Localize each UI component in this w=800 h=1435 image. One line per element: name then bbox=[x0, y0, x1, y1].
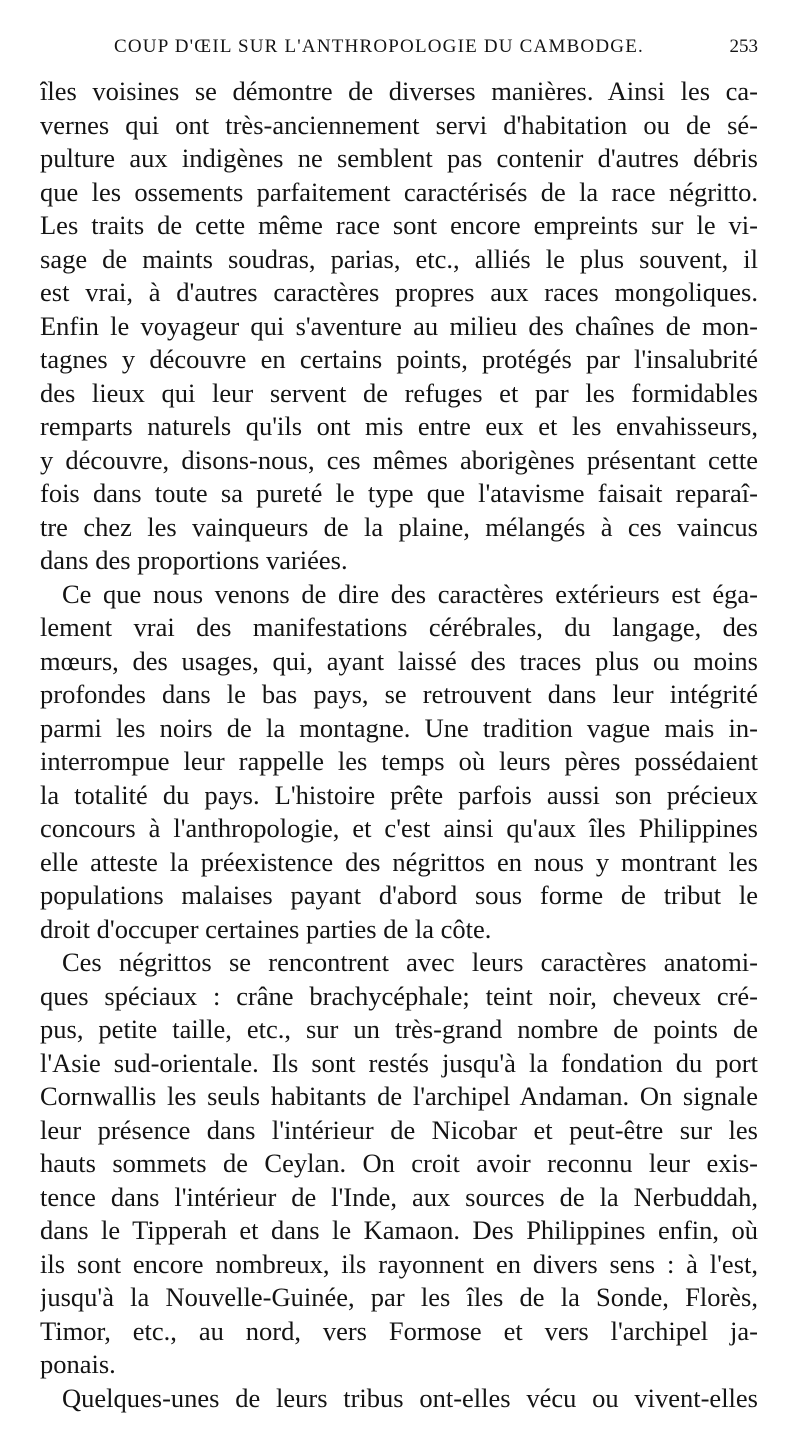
text-line: îles voisines se démontre de diverses manières. Ainsi les ca- bbox=[40, 76, 758, 106]
text-line: ponais. bbox=[40, 1349, 116, 1379]
text-line: l'Asie sud-orientale. Ils sont restés jusqu'à la fondation du port bbox=[40, 1047, 758, 1078]
text-line: ques spéciaux : crâne brachycéphale; teint noir, cheveux cré- bbox=[40, 980, 758, 1011]
text-line: vernes qui ont très-anciennement servi d'habitation ou de sé- bbox=[40, 109, 758, 140]
text-line: droit d'occuper certaines parties de la côte. bbox=[40, 913, 492, 944]
text-line: des lieux qui leur servent de refuges et par les formidables bbox=[40, 377, 758, 408]
text-line: tence dans l'intérieur de l'Inde, aux sources de la Nerbuddah, bbox=[40, 1181, 758, 1212]
page-number: 253 bbox=[729, 36, 758, 57]
text-line: tre chez les vainqueurs de la plaine, mélangés à ces vaincus bbox=[40, 511, 758, 542]
paragraph-first-line: Quelques-unes de leurs tribus ont-elles vécu ou vivent-elles bbox=[62, 1382, 758, 1413]
paragraph-first-line: Ces négrittos se rencontrent avec leurs caractères anatomi- bbox=[62, 947, 758, 977]
text-line: y découvre, disons-nous, ces mêmes aborigènes présentant cette bbox=[40, 444, 758, 475]
text-line: est vrai, à d'autres caractères propres aux races mongoliques. bbox=[40, 277, 758, 307]
text-line: tagnes y découvre en certains points, protégés par l'insalubrité bbox=[40, 344, 758, 374]
text-line: fois dans toute sa pureté le type que l'atavisme faisait reparaî- bbox=[40, 478, 758, 508]
text-line: interrompue leur rappelle les temps où leurs pères possédaient bbox=[40, 746, 758, 776]
paragraph-first-line: Ce que nous venons de dire des caractères extérieurs est éga- bbox=[62, 578, 758, 609]
text-line: dans le Tipperah et dans le Kamaon. Des Philippines enfin, où bbox=[40, 1215, 758, 1245]
text-line: mœurs, des usages, qui, ayant laissé des traces plus ou moins bbox=[40, 645, 758, 676]
text-line: Timor, etc., au nord, vers Formose et vers l'archipel ja- bbox=[40, 1315, 758, 1346]
text-line: Les traits de cette même race sont encore empreints sur le vi- bbox=[40, 210, 758, 240]
text-line: sage de maints soudras, parias, etc., alliés le plus souvent, il bbox=[40, 243, 758, 274]
text-line: lement vrai des manifestations cérébrales, du langage, des bbox=[40, 612, 758, 642]
text-line: Enfin le voyageur qui s'aventure au milieu des chaînes de mon- bbox=[40, 310, 758, 341]
text-line: hauts sommets de Ceylan. On croit avoir reconnu leur exis- bbox=[40, 1148, 758, 1178]
text-line: parmi les noirs de la montagne. Une tradition vague mais in- bbox=[40, 712, 758, 743]
text-line: leur présence dans l'intérieur de Nicobar et peut-être sur les bbox=[40, 1114, 758, 1145]
text-line: concours à l'anthropologie, et c'est ainsi qu'aux îles Philippines bbox=[40, 813, 758, 843]
text-line: pulture aux indigènes ne semblent pas contenir d'autres débris bbox=[40, 143, 758, 173]
text-line: elle atteste la préexistence des négrittos en nous y montrant les bbox=[40, 846, 758, 877]
text-line: dans des proportions variées. bbox=[40, 545, 348, 575]
running-head: COUP D'ŒIL SUR L'ANTHROPOLOGIE DU CAMBODGE. bbox=[114, 36, 644, 57]
text-line: populations malaises payant d'abord sous forme de tribut le bbox=[40, 880, 758, 910]
text-line: ils sont encore nombreux, ils rayonnent en divers sens : à l'est, bbox=[40, 1248, 758, 1279]
body-text bbox=[40, 75, 758, 1415]
text-line: que les ossements parfaitement caractérisés de la race négritto. bbox=[40, 176, 758, 207]
text-line: pus, petite taille, etc., sur un très-grand nombre de points de bbox=[40, 1014, 758, 1044]
text-line: la totalité du pays. L'histoire prête parfois aussi son précieux bbox=[40, 779, 758, 810]
text-line: profondes dans le bas pays, se retrouvent dans leur intégrité bbox=[40, 679, 758, 709]
text-line: remparts naturels qu'ils ont mis entre eux et les envahisseurs, bbox=[40, 411, 758, 441]
text-line: Cornwallis les seuls habitants de l'archipel Andaman. On signale bbox=[40, 1081, 758, 1111]
page-header bbox=[40, 36, 758, 64]
text-line: jusqu'à la Nouvelle-Guinée, par les îles de la Sonde, Florès, bbox=[40, 1282, 758, 1312]
